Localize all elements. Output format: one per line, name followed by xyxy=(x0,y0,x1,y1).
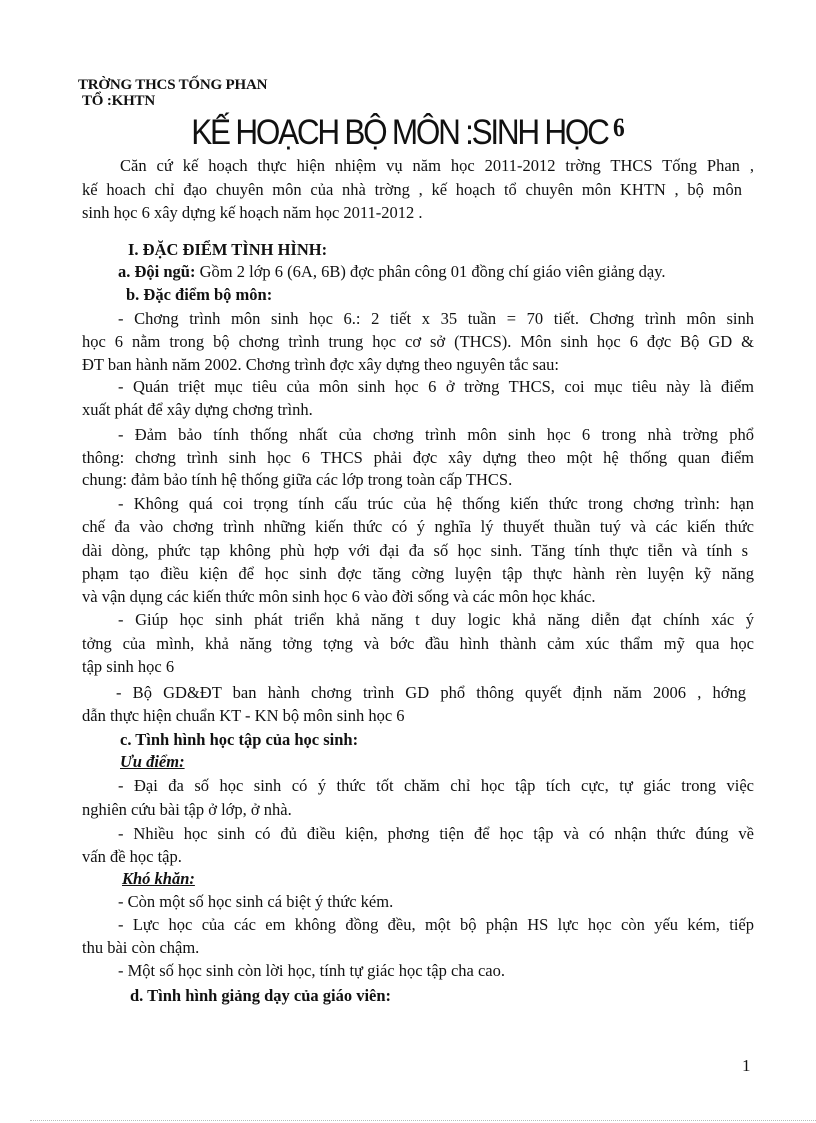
department-name: TỔ :KHTN xyxy=(82,93,155,109)
paragraph-line: ĐT ban hành năm 2002. Chơng trình đợc xây dựng theo nguyên tắc sau: xyxy=(82,355,560,374)
paragraph-line: - Giúp học sinh phát triển khả năng t duy logic khả năng diễn đạt chính xác ý xyxy=(118,610,754,629)
paragraph-line: chế đa vào chơng trình những kiến thức có ý nghĩa lý thuyết thuần tuý và các kiến thức xyxy=(82,517,754,536)
footer-divider xyxy=(30,1120,816,1121)
paragraph-line: vấn đề học tập. xyxy=(82,847,182,866)
paragraph-line: dài dòng, phức tạp không phù hợp với đại đa số học sinh. Tăng tính thực tiễn và tính s xyxy=(82,541,748,560)
paragraph-line: - Bộ GD&ĐT ban hành chơng trình GD phổ thông quyết định năm 2006 , hớng xyxy=(116,683,746,702)
paragraph-line: - Lực học của các em không đồng đều, một bộ phận HS lực học còn yếu kém, tiếp xyxy=(118,915,754,934)
paragraph-line: nghiên cứu bài tập ở lớp, ở nhà. xyxy=(82,800,292,819)
team-text: Gồm 2 lớp 6 (6A, 6B) đợc phân công 01 đồng chí giáo viên giảng dạy. xyxy=(195,262,666,281)
paragraph-line: chung: đảm bảo tính hệ thống giữa các lớp trong toàn cấp THCS. xyxy=(82,470,513,489)
section-heading: I. ĐẶC ĐIỂM TÌNH HÌNH: xyxy=(128,240,328,259)
advantages-label: Ưu điểm: xyxy=(120,752,185,771)
team-line xyxy=(118,262,790,282)
paragraph-line: thông: chơng trình sinh học 6 THCS phải đợc xây dựng theo một hệ thống quan điểm xyxy=(82,448,754,467)
paragraph-line: phạm tạo điều kiện để học sinh đợc tăng cờng luyện tập thực hành rèn luyện kỹ năng xyxy=(82,564,754,583)
subject-heading: b. Đặc điểm bộ môn: xyxy=(126,285,273,304)
paragraph-line: thu bài còn chậm. xyxy=(82,938,200,957)
page-number: 1 xyxy=(742,1056,751,1075)
intro-line: kế hoach chỉ đạo chuyên môn của nhà trờng , kế hoạch tổ chuyên môn KHTN , bộ môn xyxy=(82,180,742,199)
paragraph-line: - Đảm bảo tính thống nhất của chơng trình môn sinh học 6 trong nhà trờng phổ xyxy=(118,425,754,444)
school-name: TRỜNG THCS TỐNG PHAN xyxy=(78,77,268,93)
paragraph-line: tập sinh học 6 xyxy=(82,657,175,676)
intro-line: sinh học 6 xây dựng kế hoạch năm học 2011-2012 . xyxy=(82,203,423,222)
paragraph-line: và vận dụng các kiến thức môn sinh học 6 vào đời sống và các môn học khác. xyxy=(82,587,596,606)
paragraph-line: - Một số học sinh còn lời học, tính tự giác học tập cha cao. xyxy=(118,961,505,980)
paragraph-line: - Không quá coi trọng tính cấu trúc của hệ thống kiến thức trong chơng trình: hạn xyxy=(118,494,754,513)
students-heading: c. Tình hình học tập của học sinh: xyxy=(120,730,359,749)
teaching-heading: d. Tình hình giảng dạy của giáo viên: xyxy=(130,986,392,1005)
paragraph-line: - Nhiều học sinh có đủ điều kiện, phơng tiện để học tập và có nhận thức đúng về xyxy=(118,824,754,843)
paragraph-line: xuất phát để xây dựng chơng trình. xyxy=(82,400,313,419)
paragraph-line: - Quán triệt mục tiêu của môn sinh học 6 ở trờng THCS, coi mục tiêu này là điểm xyxy=(118,377,754,396)
title-grade: 6 xyxy=(613,113,625,142)
paragraph-line: - Còn một số học sinh cá biệt ý thức kém. xyxy=(118,892,394,911)
page-title xyxy=(41,113,775,153)
paragraph-line: - Chơng trình môn sinh học 6.: 2 tiết x 35 tuần = 70 tiết. Chơng trình môn sinh xyxy=(118,309,754,328)
paragraph-line: dẫn thực hiện chuẩn KT - KN bộ môn sinh học 6 xyxy=(82,706,405,725)
paragraph-line: - Đại đa số học sinh có ý thức tốt chăm chỉ học tập tích cực, tự giác trong việc xyxy=(118,776,754,795)
paragraph-line: tởng của mình, khả năng tởng tợng và bớc đầu hình thành cảm xúc thẩm mỹ qua học xyxy=(82,634,754,653)
team-label: a. Đội ngũ: xyxy=(118,262,196,281)
title-main: KẾ HOẠCH BỘ MÔN :SINH HỌC xyxy=(191,113,608,152)
difficulties-label: Khó khăn: xyxy=(122,869,195,888)
paragraph-line: học 6 nằm trong bộ chơng trình trung học cơ sở (THCS). Môn sinh học 6 đợc Bộ GD & xyxy=(82,332,754,351)
intro-line: Căn cứ kế hoạch thực hiện nhiệm vụ năm học 2011-2012 trờng THCS Tống Phan , xyxy=(120,156,754,175)
